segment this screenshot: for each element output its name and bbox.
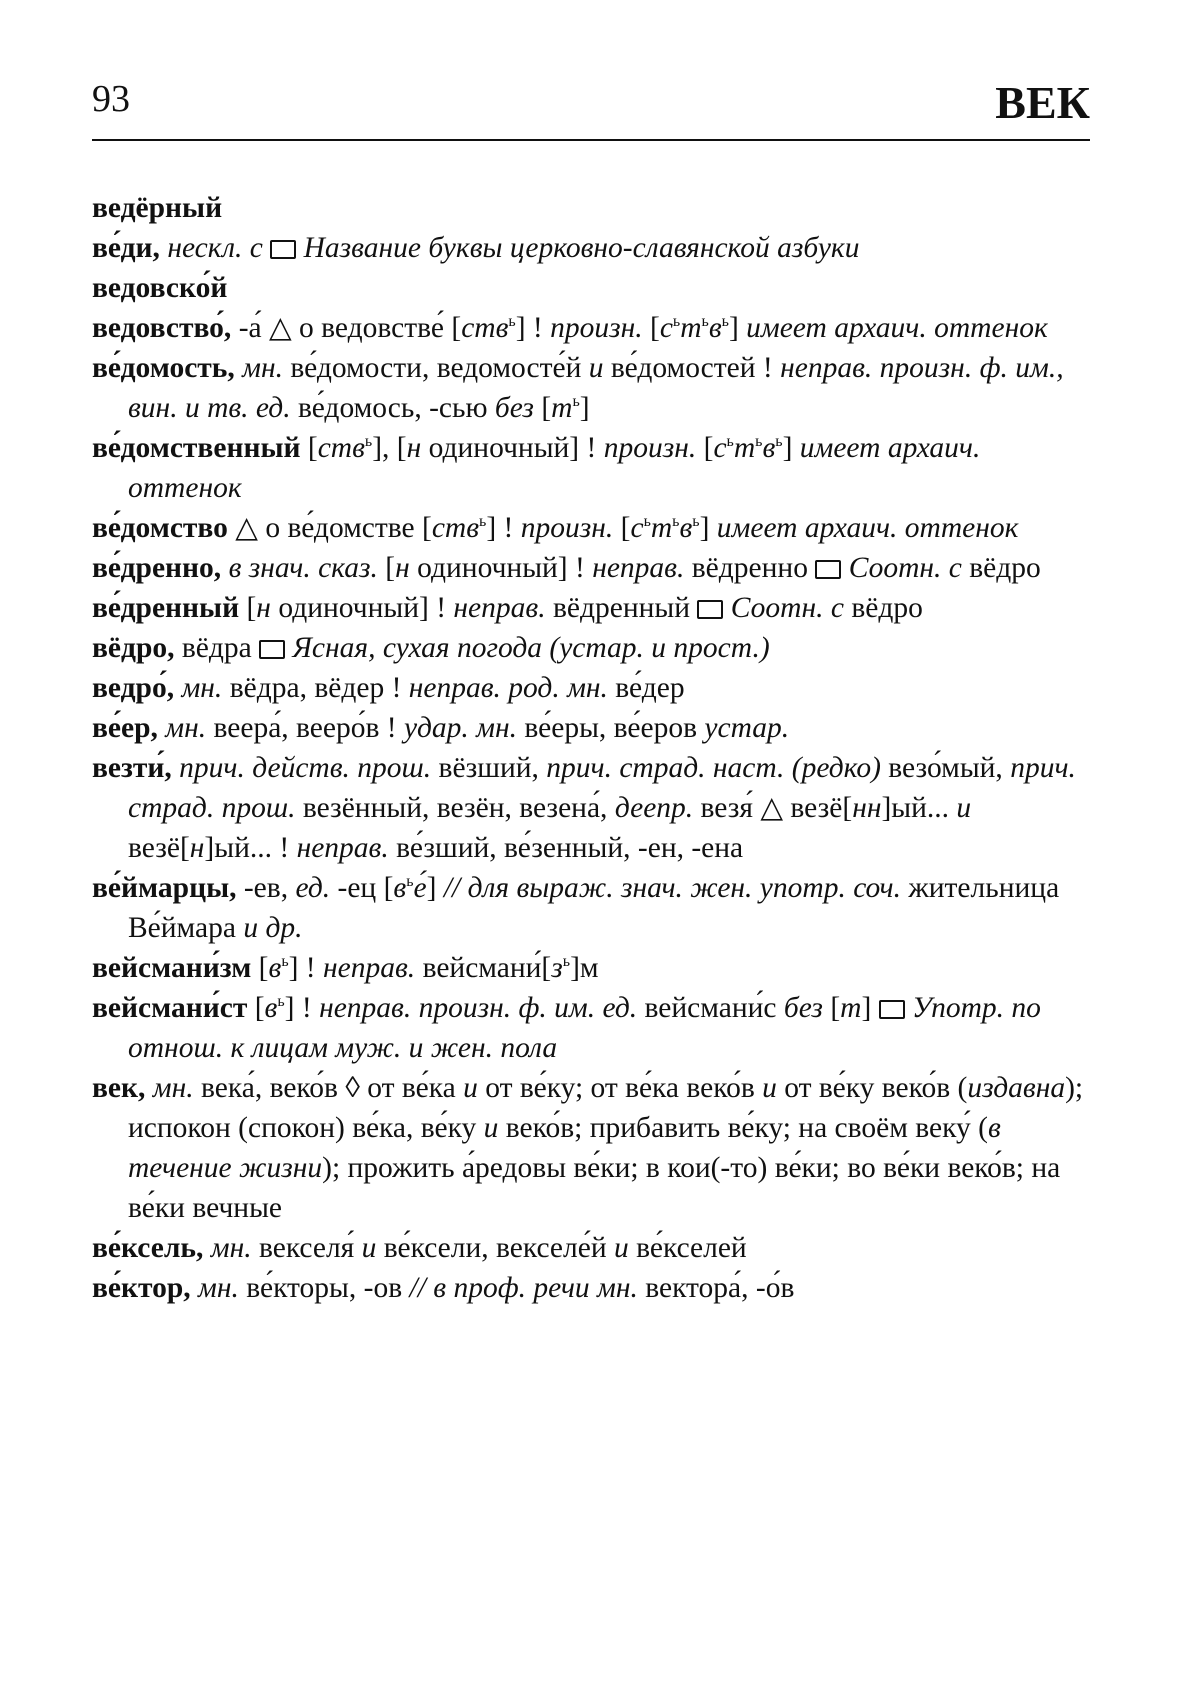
grammar-note: в течение жизни: [128, 1112, 1001, 1184]
headword: ве́ксель,: [92, 1232, 204, 1264]
dictionary-entry-vyodro: [92, 628, 1090, 668]
entry-text: везё[: [128, 832, 190, 864]
entry-text: вёдренно: [684, 552, 816, 584]
headword: везти́,: [92, 752, 172, 784]
entry-text: ве́зший, ве́зенный, -ен, -ена: [388, 832, 744, 864]
headword: вёдро,: [92, 632, 175, 664]
entry-text: [145, 1072, 152, 1104]
dictionary-entry-veysmanist: [92, 988, 1090, 1068]
grammar-note: е́: [413, 872, 427, 904]
grammar-note: Соотн. с: [848, 552, 962, 584]
grammar-note: и: [483, 1112, 499, 1144]
entry-text: ве́домости, ведомосте́й: [282, 352, 589, 384]
dictionary-entry-vedovstvo: [92, 308, 1090, 348]
grammar-note: произн.: [520, 512, 614, 544]
entry-text: векселя́: [251, 1232, 362, 1264]
grammar-note: мн.: [152, 1072, 194, 1104]
entry-text: жительница Ве́ймара: [128, 872, 1060, 944]
entry-text: везо́мый,: [880, 752, 1011, 784]
grammar-note: без: [494, 392, 534, 424]
headword: ве́ктор,: [92, 1272, 191, 1304]
grammar-note: т: [650, 512, 673, 544]
entry-text: ве́домось, -сью: [290, 392, 495, 424]
grammar-note: мн.: [210, 1232, 252, 1264]
entry-text: вёдра, вёдер !: [222, 672, 409, 704]
headword: ведро́,: [92, 672, 175, 704]
grammar-note: мн.: [181, 672, 223, 704]
entry-text: вёзший,: [431, 752, 547, 784]
grammar-note: в: [762, 432, 776, 464]
entry-text: веера́, вееро́в !: [206, 712, 404, 744]
entry-text: [: [613, 512, 631, 544]
entry-text: вёдренный: [545, 592, 698, 624]
grammar-note: т: [551, 392, 573, 424]
grammar-note: мн.: [242, 352, 283, 384]
entry-text: ); испокон (спокон) ве́ка, ве́ку: [128, 1072, 1084, 1144]
grammar-note: неправ.: [592, 552, 685, 584]
entry-text: [191, 1272, 198, 1304]
headword: вейсмани́зм: [92, 952, 252, 984]
entry-text: ], [: [372, 432, 407, 464]
entry-text: ве́ксели, векселе́й: [376, 1232, 614, 1264]
entry-text: ]: [426, 872, 444, 904]
entry-text: ); прожить а́редовы ве́ки; в кои(-то) ве́ки; во ве́ки веко́в; на ве́ки вечные: [128, 1152, 1061, 1224]
entry-text: ]ый... !: [204, 832, 297, 864]
grammar-note: имеет архаич. оттенок: [128, 432, 981, 504]
running-head: ВЕК: [995, 77, 1090, 128]
definition-box-icon: [270, 240, 296, 259]
grammar-note: неправ. произн. ф. им. ед.: [319, 992, 638, 1024]
grammar-note: прич. страд. наст. (редко): [546, 752, 881, 784]
entry-text: ]: [861, 992, 879, 1024]
entry-text: вёдра: [174, 632, 260, 664]
entry-text: ] !: [486, 512, 521, 544]
grammar-note: в: [393, 872, 407, 904]
entry-text: века́, веко́в ◊ от ве́ка: [193, 1072, 464, 1104]
dictionary-entry-vedrenno: [92, 548, 1090, 588]
entry-text: ]м: [570, 952, 599, 984]
entry-text: [203, 1232, 210, 1264]
soft-sign-mark: ь: [643, 513, 651, 531]
grammar-note: имеет архаич. оттенок: [746, 312, 1048, 344]
grammar-note: Соотн. с: [730, 592, 844, 624]
entry-text: ве́домостей !: [603, 352, 781, 384]
entry-text: -а́ △ о ведовстве́ [: [231, 312, 462, 344]
soft-sign-mark: ь: [508, 313, 516, 331]
entry-text: везя́ △ везё[: [693, 792, 853, 824]
entry-text: ]: [579, 392, 590, 424]
soft-sign-mark: ь: [775, 433, 783, 451]
grammar-note: и: [956, 792, 972, 824]
grammar-note: в знач. сказ.: [228, 552, 378, 584]
grammar-note: мн.: [198, 1272, 239, 1304]
entry-text: [: [377, 552, 396, 584]
grammar-note: т: [680, 312, 702, 344]
grammar-note: ств: [461, 312, 509, 344]
entry-text: [: [239, 592, 257, 624]
soft-sign-mark: ь: [562, 953, 571, 971]
dictionary-entry-vedomstvenny: [92, 428, 1090, 508]
soft-sign-mark: ь: [572, 393, 580, 411]
grammar-note: н: [406, 432, 422, 464]
grammar-note: Ясная, сухая погода (устар. и прост.): [292, 632, 770, 664]
soft-sign-mark: ь: [277, 993, 285, 1011]
grammar-note: и др.: [243, 912, 303, 944]
entry-text: [221, 552, 228, 584]
entry-text: ]: [728, 312, 747, 344]
entry-text: ] !: [515, 312, 551, 344]
page-number: 93: [92, 78, 130, 120]
grammar-note: произн.: [550, 312, 643, 344]
entry-text: вейсмани́с: [637, 992, 784, 1024]
entry-text: ] !: [288, 952, 324, 984]
entry-list: [92, 188, 1090, 1308]
headword: ведёрный: [92, 192, 223, 224]
grammar-note: в: [268, 952, 282, 984]
soft-sign-mark: ь: [726, 433, 734, 451]
soft-sign-mark: ь: [672, 313, 681, 331]
header-rule: [92, 139, 1090, 141]
grammar-note: и: [762, 1072, 777, 1104]
grammar-note: н: [395, 552, 410, 584]
headword: вейсмани́ст: [92, 992, 248, 1024]
entry-text: вейсмани́[: [415, 952, 552, 984]
dictionary-entry-vedyorny: [92, 188, 1090, 228]
entry-text: [: [300, 432, 318, 464]
grammar-note: нескл. с: [167, 232, 263, 264]
dictionary-entry-vektor: [92, 1268, 1090, 1308]
dictionary-entry-veksel: [92, 1228, 1090, 1268]
entry-text: [285, 632, 292, 664]
entry-text: [: [247, 992, 265, 1024]
definition-box-icon: [879, 1000, 905, 1019]
headword: ве́домость,: [92, 352, 235, 384]
entry-text: ]ый...: [881, 792, 957, 824]
entry-text: вёдро: [843, 592, 923, 624]
grammar-note: с: [630, 512, 644, 544]
entry-text: вёдро: [961, 552, 1041, 584]
definition-box-icon: [259, 640, 285, 659]
soft-sign-mark: ь: [406, 873, 414, 891]
grammar-note: и: [614, 1232, 629, 1264]
grammar-note: мн.: [165, 712, 207, 744]
soft-sign-mark: ь: [692, 513, 700, 531]
grammar-note: нн: [852, 792, 882, 824]
entry-text: от ве́ку веко́в (: [776, 1072, 968, 1104]
headword: ве́дренный: [92, 592, 240, 624]
entry-text: [723, 592, 730, 624]
grammar-note: неправ. произн. ф. им., вин. и тв. ед.: [128, 352, 1064, 424]
headword: ведовско́й: [92, 272, 228, 304]
definition-box-icon: [697, 600, 723, 619]
headword: ве́домство: [92, 512, 228, 544]
grammar-note: в: [708, 312, 722, 344]
headword: ве́дренно,: [92, 552, 222, 584]
entry-text: [841, 552, 848, 584]
entry-text: ве́еры, ве́еров: [517, 712, 705, 744]
entry-text: одиночный] !: [409, 552, 593, 584]
definition-box-icon: [815, 560, 841, 579]
grammar-note: ств: [431, 512, 480, 544]
grammar-note: с: [713, 432, 727, 464]
entry-text: ве́дер: [607, 672, 685, 704]
entry-text: веко́в; прибавить ве́ку; на своём веку́ (: [498, 1112, 988, 1144]
grammar-note: // в проф. речи мн.: [409, 1272, 638, 1304]
entry-text: от ве́ку; от ве́ка веко́в: [477, 1072, 763, 1104]
entry-text: [: [696, 432, 714, 464]
entry-text: ] !: [284, 992, 320, 1024]
grammar-note: издавна: [967, 1072, 1066, 1104]
grammar-note: и: [463, 1072, 478, 1104]
entry-text: ]: [699, 512, 717, 544]
grammar-note: з: [551, 952, 563, 984]
dictionary-entry-vedro: [92, 668, 1090, 708]
grammar-note: имеет архаич. оттенок: [716, 512, 1019, 544]
dictionary-entry-veymartsy: [92, 868, 1090, 948]
soft-sign-mark: ь: [364, 433, 373, 451]
grammar-note: и: [588, 352, 604, 384]
grammar-note: неправ. род. мн.: [408, 672, 608, 704]
grammar-note: неправ.: [453, 592, 546, 624]
dictionary-entry-vedi: [92, 228, 1090, 268]
soft-sign-mark: ь: [672, 513, 680, 531]
headword: ведовство́,: [92, 312, 232, 344]
grammar-note: т: [733, 432, 756, 464]
entry-text: везённый, везён, везена́,: [295, 792, 615, 824]
entry-text: -ев,: [236, 872, 296, 904]
entry-text: [905, 992, 912, 1024]
grammar-note: Название буквы церковно-славянской азбуки: [303, 232, 860, 264]
headword: ве́ймарцы,: [92, 872, 237, 904]
entry-text: [: [251, 952, 269, 984]
dictionary-entry-vedomstvo: [92, 508, 1090, 548]
dictionary-entry-vek: [92, 1068, 1090, 1228]
dictionary-entry-vedomost: [92, 348, 1090, 428]
grammar-note: в: [264, 992, 278, 1024]
entry-text: [: [533, 392, 552, 424]
grammar-note: прич. страд. прош.: [128, 752, 1076, 824]
dictionary-entry-vedovskoy: [92, 268, 1090, 308]
entry-text: [296, 232, 303, 264]
grammar-note: н: [189, 832, 205, 864]
entry-text: одиночный] !: [421, 432, 604, 464]
grammar-note: прич. действ. прош.: [179, 752, 432, 784]
headword: век,: [92, 1072, 146, 1104]
entry-text: ве́кторы, -ов: [238, 1272, 410, 1304]
soft-sign-mark: ь: [755, 433, 763, 451]
grammar-note: ств: [317, 432, 365, 464]
soft-sign-mark: ь: [281, 953, 289, 971]
grammar-note: // для выраж. знач. жен. употр. соч.: [443, 872, 901, 904]
headword: ве́домственный: [92, 432, 301, 464]
headword: ве́ер,: [92, 712, 158, 744]
grammar-note: ед.: [295, 872, 331, 904]
soft-sign-mark: ь: [721, 313, 729, 331]
dictionary-entry-veer: [92, 708, 1090, 748]
soft-sign-mark: ь: [479, 513, 487, 531]
entry-text: ]: [782, 432, 800, 464]
dictionary-entry-vedrenny: [92, 588, 1090, 628]
entry-text: △ о ве́домстве [: [227, 512, 432, 544]
grammar-note: Употр. по отнош. к лицам муж. и жен. пола: [128, 992, 1041, 1064]
entry-text: ве́кселей: [628, 1232, 747, 1264]
grammar-note: неправ.: [323, 952, 416, 984]
grammar-note: т: [840, 992, 862, 1024]
dictionary-entry-veysmanizm: [92, 948, 1090, 988]
entry-text: [263, 232, 270, 264]
grammar-note: удар. мн.: [403, 712, 518, 744]
entry-text: [: [642, 312, 660, 344]
grammar-note: н: [256, 592, 271, 624]
grammar-note: и: [361, 1232, 377, 1264]
entry-text: вектора́, -о́в: [637, 1272, 795, 1304]
grammar-note: произн.: [603, 432, 697, 464]
grammar-note: устар.: [704, 712, 790, 744]
entry-text: -ец [: [330, 872, 394, 904]
grammar-note: без: [783, 992, 823, 1024]
soft-sign-mark: ь: [701, 313, 709, 331]
grammar-note: с: [659, 312, 673, 344]
grammar-note: деепр.: [614, 792, 694, 824]
entry-text: одиночный] !: [270, 592, 454, 624]
headword: ве́ди,: [92, 232, 160, 264]
grammar-note: неправ.: [296, 832, 389, 864]
entry-text: [: [822, 992, 841, 1024]
grammar-note: в: [679, 512, 693, 544]
dictionary-entry-vezti: [92, 748, 1090, 868]
